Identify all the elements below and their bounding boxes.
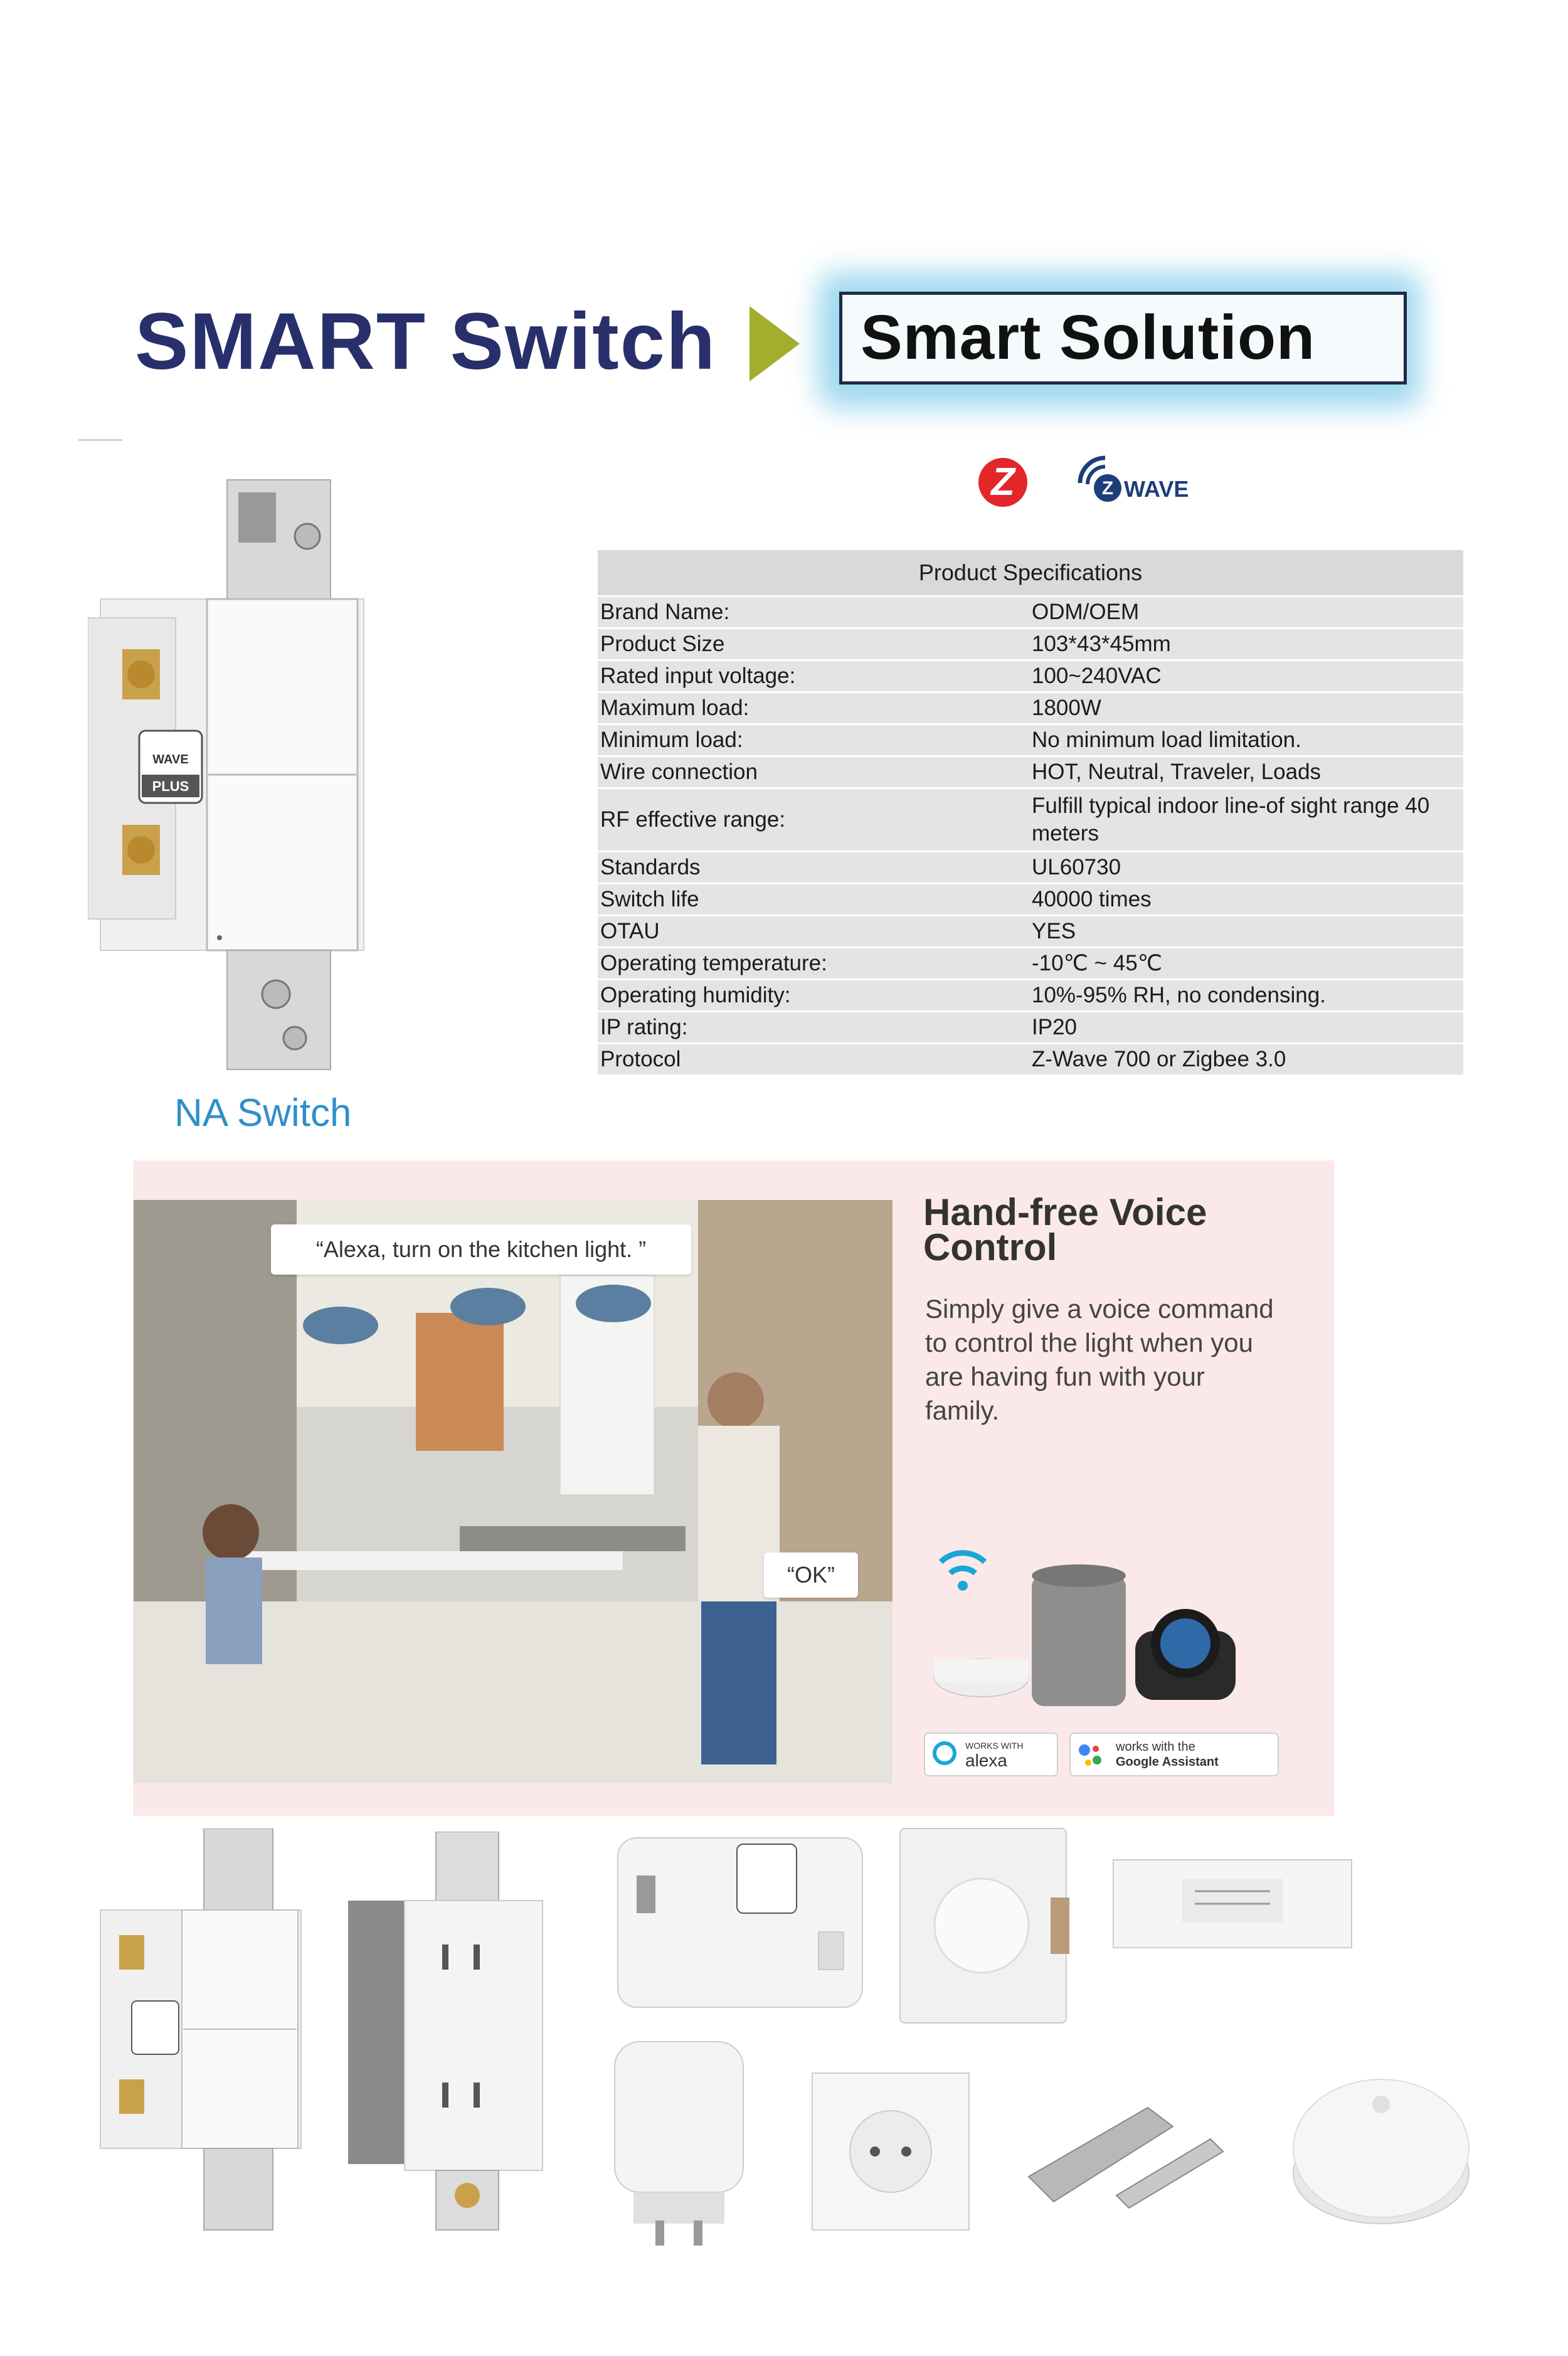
spec-value: HOT, Neutral, Traveler, Loads bbox=[1029, 756, 1463, 788]
spec-key: Standards bbox=[598, 852, 1029, 884]
product-relay-module bbox=[1107, 1854, 1358, 1954]
spec-key: Product Size bbox=[598, 629, 1029, 661]
spec-heading: Product Specifications bbox=[598, 550, 1463, 597]
product-eu-plug bbox=[608, 2035, 750, 2249]
wifi-icon bbox=[941, 1553, 985, 1591]
spec-value: Fulfill typical indoor line-of sight range 40 meters bbox=[1029, 788, 1463, 852]
table-row bbox=[598, 980, 1463, 1012]
works-with-alexa-badge bbox=[924, 1733, 1058, 1776]
google-assistant-icon bbox=[1078, 1743, 1106, 1768]
product-label: NA Switch bbox=[174, 1091, 352, 1135]
spec-value: -10℃ ~ 45℃ bbox=[1029, 948, 1463, 980]
spec-value: UL60730 bbox=[1029, 852, 1463, 884]
alexa-badge-top: WORKS WITH bbox=[965, 1741, 1024, 1751]
speech-bubble-alexa: “Alexa, turn on the kitchen light. ” bbox=[271, 1224, 691, 1275]
table-row bbox=[598, 1012, 1463, 1044]
spec-table bbox=[598, 550, 1463, 1076]
spec-value: Z-Wave 700 or Zigbee 3.0 bbox=[1029, 1044, 1463, 1076]
product-na-switch bbox=[94, 1828, 310, 2233]
spec-key: IP rating: bbox=[598, 1012, 1029, 1044]
spec-value: 1800W bbox=[1029, 692, 1463, 724]
smart-speakers-image bbox=[922, 1537, 1298, 1719]
table-row bbox=[598, 661, 1463, 692]
spec-value: ODM/OEM bbox=[1029, 597, 1463, 629]
divider bbox=[78, 439, 122, 441]
spec-key: Minimum load: bbox=[598, 724, 1029, 756]
solution-heading: Smart Solution bbox=[861, 302, 1316, 373]
spec-value: No minimum load limitation. bbox=[1029, 724, 1463, 756]
table-row bbox=[598, 852, 1463, 884]
spec-value: 40000 times bbox=[1029, 884, 1463, 916]
spec-value: IP20 bbox=[1029, 1012, 1463, 1044]
google-badge-name: Google Assistant bbox=[1116, 1755, 1219, 1769]
spec-value: YES bbox=[1029, 916, 1463, 948]
table-row bbox=[598, 629, 1463, 661]
spec-key: Protocol bbox=[598, 1044, 1029, 1076]
spec-key: Maximum load: bbox=[598, 692, 1029, 724]
table-row bbox=[598, 756, 1463, 788]
google-badge-top: works with the bbox=[1116, 1740, 1195, 1754]
product-door-sensor bbox=[1022, 2083, 1229, 2221]
voice-title: Hand-free Voice Control bbox=[923, 1191, 1207, 1268]
product-plug-module bbox=[612, 1825, 869, 2014]
product-dimmer bbox=[894, 1822, 1073, 2029]
product-outlet bbox=[348, 1832, 546, 2233]
spec-value: 103*43*45mm bbox=[1029, 629, 1463, 661]
zwave-logo-text: WAVE bbox=[1124, 476, 1189, 502]
svg-text:Z: Z bbox=[1101, 478, 1114, 499]
table-row bbox=[598, 724, 1463, 756]
speech-bubble-ok: “OK” bbox=[764, 1552, 858, 1598]
arrow-right-icon bbox=[750, 306, 800, 381]
works-with-google-badge bbox=[1069, 1733, 1279, 1776]
spec-key: Switch life bbox=[598, 884, 1029, 916]
table-row bbox=[598, 788, 1463, 852]
spec-key: Brand Name: bbox=[598, 597, 1029, 629]
zwave-logo-icon bbox=[1066, 447, 1198, 509]
product-wall-socket bbox=[809, 2070, 972, 2233]
table-row bbox=[598, 1044, 1463, 1076]
kitchen-scene-image bbox=[134, 1200, 893, 1783]
page-title: SMART Switch bbox=[135, 297, 717, 386]
spec-value: 100~240VAC bbox=[1029, 661, 1463, 692]
zigbee-logo-icon: Z bbox=[978, 458, 1027, 507]
alexa-icon bbox=[933, 1741, 956, 1765]
table-row bbox=[598, 948, 1463, 980]
badge-wave-text: WAVE bbox=[152, 753, 189, 767]
badge-plus-text: PLUS bbox=[152, 778, 189, 794]
table-row bbox=[598, 884, 1463, 916]
spec-key: Operating temperature: bbox=[598, 948, 1029, 980]
na-switch-image bbox=[88, 474, 376, 1076]
spec-key: Operating humidity: bbox=[598, 980, 1029, 1012]
table-row bbox=[598, 597, 1463, 629]
table-row bbox=[598, 692, 1463, 724]
spec-value: 10%-95% RH, no condensing. bbox=[1029, 980, 1463, 1012]
spec-key: Wire connection bbox=[598, 756, 1029, 788]
product-hub bbox=[1289, 2067, 1474, 2233]
spec-key: Rated input voltage: bbox=[598, 661, 1029, 692]
spec-key: OTAU bbox=[598, 916, 1029, 948]
table-row bbox=[598, 916, 1463, 948]
spec-key: RF effective range: bbox=[598, 788, 1029, 852]
alexa-badge-name: alexa bbox=[965, 1751, 1007, 1770]
voice-description: Simply give a voice command to control the light when you are having fun with your family. bbox=[925, 1294, 1274, 1425]
